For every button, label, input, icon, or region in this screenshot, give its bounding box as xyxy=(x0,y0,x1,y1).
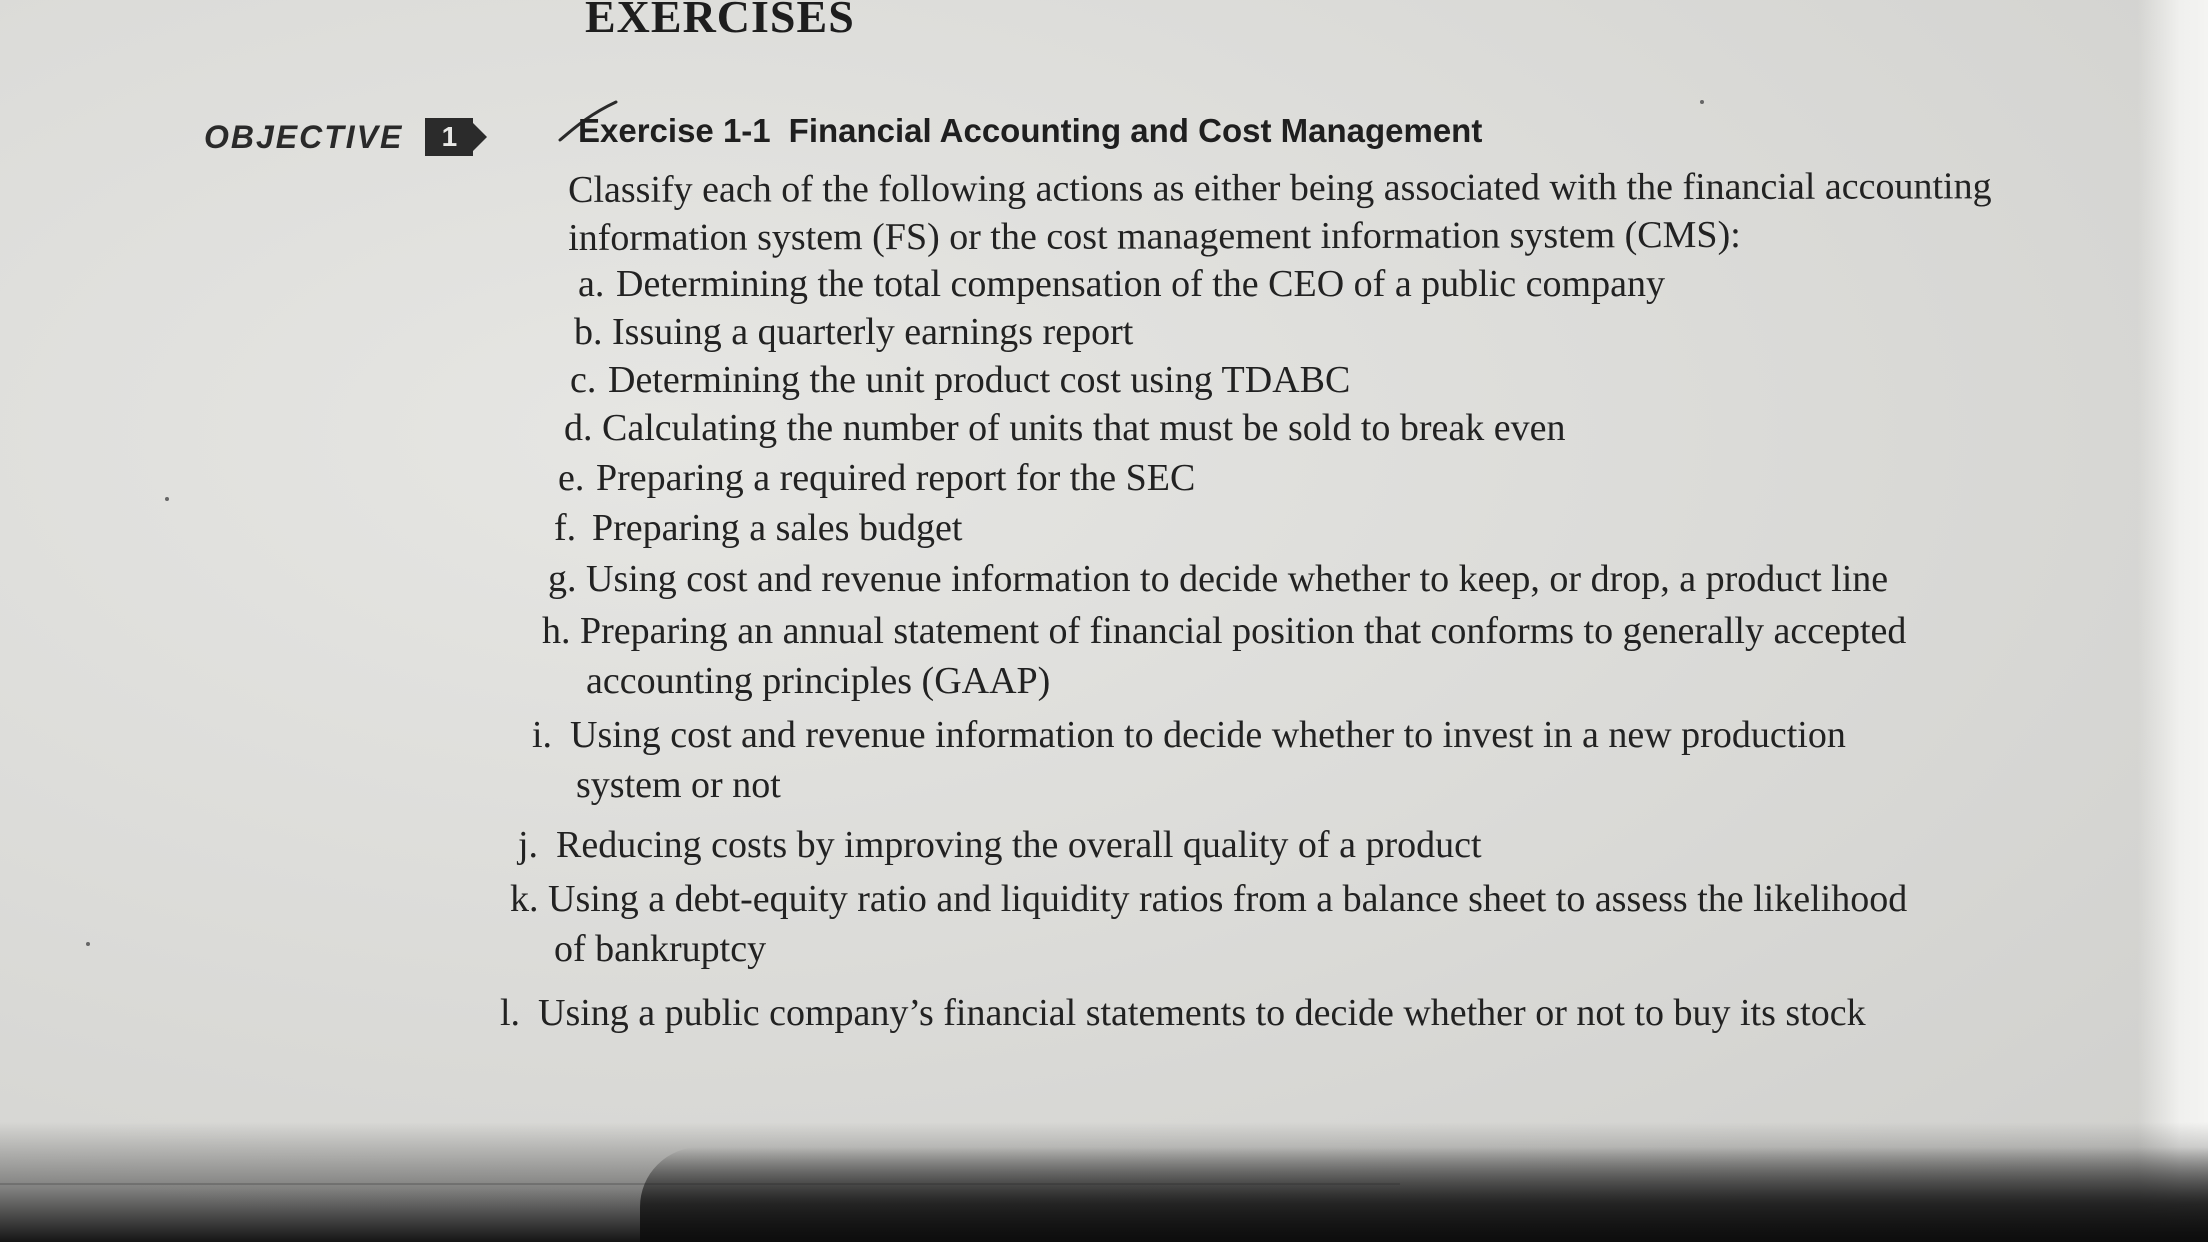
list-item: d. Calculating the number of units that must be sold to break even xyxy=(564,407,1566,449)
list-item: e. Preparing a required report for the SEC xyxy=(558,457,1196,499)
paper-speck xyxy=(86,942,90,946)
hand-shadow xyxy=(640,1147,2208,1242)
exercise-instructions: Classify each of the following actions as either being associated with the financial accounting information system (FS) or the cost management information system (CMS): xyxy=(568,165,1992,259)
list-item: h. Preparing an annual statement of financial position that conforms to generally accepted accounting principles (GAAP) xyxy=(542,610,1907,702)
exercise-number: Exercise 1-1 xyxy=(578,112,771,149)
objective-label: OBJECTIVE xyxy=(204,118,404,155)
paper-speck xyxy=(1700,100,1704,104)
paper-speck xyxy=(165,497,169,501)
list-item: a. Determining the total compensation of the CEO of a public company xyxy=(578,263,1665,305)
objective-number: 1 xyxy=(425,118,473,156)
list-item: k. Using a debt-equity ratio and liquidity ratios from a balance sheet to assess the likelihood of bankruptcy xyxy=(510,878,1908,970)
list-item: g. Using cost and revenue information to decide whether to keep, or drop, a product line xyxy=(548,558,1889,600)
list-item: j. Reducing costs by improving the overall quality of a product xyxy=(518,824,1482,866)
objective-badge xyxy=(425,118,483,156)
list-item: f. Preparing a sales budget xyxy=(554,507,963,549)
section-heading: EXERCISES xyxy=(585,0,855,42)
list-item: b. Issuing a quarterly earnings report xyxy=(574,311,1134,353)
list-item: c. Determining the unit product cost using TDABC xyxy=(570,359,1351,401)
page-edge xyxy=(2138,0,2208,1242)
list-item: i. Using cost and revenue information to decide whether to invest in a new production system or not xyxy=(532,714,1846,806)
exercise-title xyxy=(578,112,1482,150)
exercise-name: Financial Accounting and Cost Management xyxy=(788,112,1483,149)
list-item: l. Using a public company’s financial statements to decide whether or not to buy its stock xyxy=(500,992,1866,1034)
arrow-icon xyxy=(473,123,487,151)
objective-marker xyxy=(204,118,483,156)
